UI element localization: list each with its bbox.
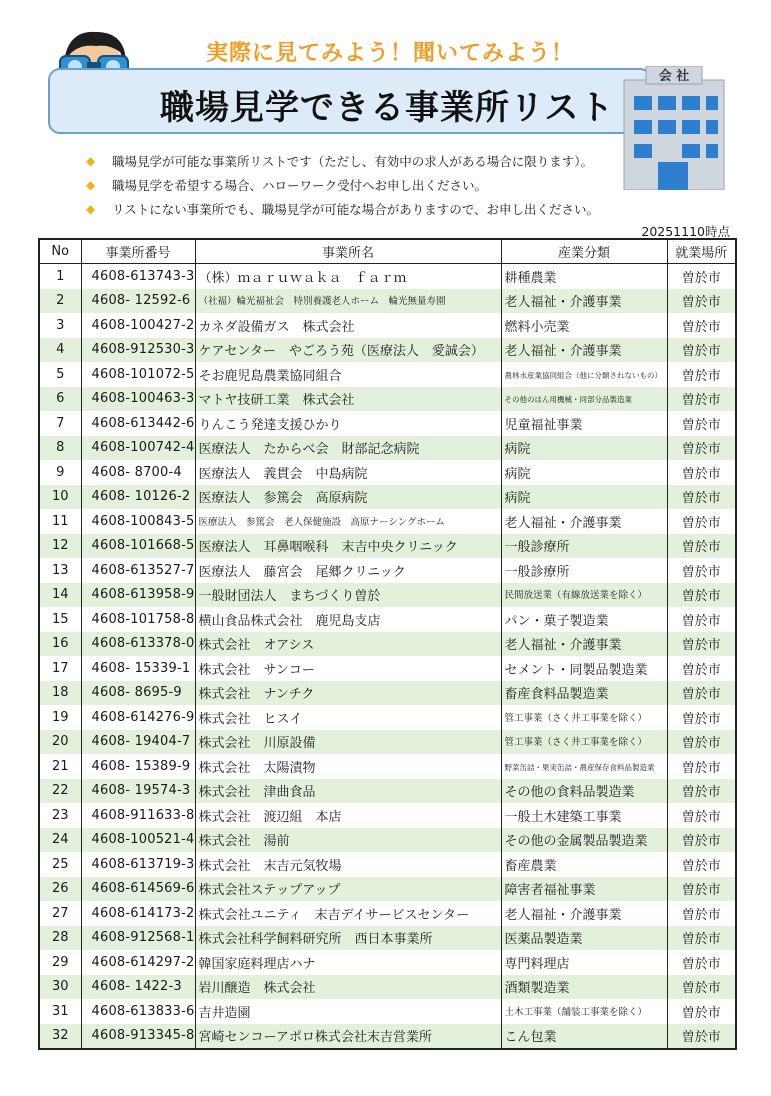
cell-location: 曽於市	[667, 852, 736, 877]
table-header-row	[39, 239, 736, 264]
cell-industry: セメント・同製品製造業	[501, 656, 667, 681]
cell-business-name: （株）ｍａｒｕｗａｋａ ｆａｒｍ	[195, 264, 501, 289]
cell-no: 22	[39, 779, 81, 804]
cell-business-number: 4608-614276-9	[81, 705, 195, 730]
cell-location: 曽於市	[667, 485, 736, 510]
cell-industry: 老人福祉・介護事業	[501, 901, 667, 926]
cell-business-name: 医療法人 藤宮会 尾郷クリニック	[195, 558, 501, 583]
cell-business-name: 宮崎センコーアポロ株式会社末吉営業所	[195, 1024, 501, 1050]
cell-business-name: そお鹿児島農業協同組合	[195, 362, 501, 387]
cell-industry: 病院	[501, 436, 667, 461]
cell-industry: 管工事業（さく井工事業を除く）	[501, 730, 667, 755]
cell-business-number: 4608- 19574-3	[81, 779, 195, 804]
cell-location: 曽於市	[667, 681, 736, 706]
cell-no: 20	[39, 730, 81, 755]
cell-industry: 障害者福祉事業	[501, 877, 667, 902]
cell-business-number: 4608-100463-3	[81, 387, 195, 412]
col-header-name: 事業所名	[195, 239, 501, 264]
cell-no: 10	[39, 485, 81, 510]
cell-business-number: 4608- 15339-1	[81, 656, 195, 681]
note-item: ◆ 職場見学を希望する場合、ハローワーク受付へお申し出ください。	[86, 178, 488, 193]
cell-industry: その他の金属製品製造業	[501, 828, 667, 853]
table-row	[39, 950, 736, 975]
cell-location: 曽於市	[667, 705, 736, 730]
cell-industry: 老人福祉・介護事業	[501, 289, 667, 314]
table-row	[39, 705, 736, 730]
table-row	[39, 387, 736, 412]
cell-no: 30	[39, 975, 81, 1000]
cell-location: 曽於市	[667, 901, 736, 926]
cell-industry: 畜産農業	[501, 852, 667, 877]
cell-no: 18	[39, 681, 81, 706]
cell-business-name: 医療法人 たからべ会 財部記念病院	[195, 436, 501, 461]
cell-business-name: 株式会社 川原設備	[195, 730, 501, 755]
cell-no: 28	[39, 926, 81, 951]
header-subtitle: 実際に見てみよう！聞いてみよう！	[205, 41, 574, 66]
table-row	[39, 999, 736, 1024]
cell-industry: 一般診療所	[501, 534, 667, 559]
table-row	[39, 264, 736, 289]
cell-business-number: 4608-100742-4	[81, 436, 195, 461]
cell-business-name: ケアセンター やごろう苑（医療法人 愛誠会）	[195, 338, 501, 363]
cell-industry: 管工事業（さく井工事業を除く）	[501, 705, 667, 730]
cell-location: 曽於市	[667, 730, 736, 755]
page-header	[0, 0, 771, 160]
cell-business-number: 4608-613833-6	[81, 999, 195, 1024]
cell-business-name: 一般財団法人 まちづくり曽於	[195, 583, 501, 608]
cell-business-number: 4608- 10126-2	[81, 485, 195, 510]
cell-no: 21	[39, 754, 81, 779]
cell-location: 曽於市	[667, 436, 736, 461]
cell-no: 14	[39, 583, 81, 608]
cell-business-name: 株式会社 末吉元気牧場	[195, 852, 501, 877]
cell-location: 曽於市	[667, 632, 736, 657]
table-row	[39, 632, 736, 657]
cell-industry: 病院	[501, 460, 667, 485]
table-row	[39, 509, 736, 534]
cell-business-name: 医療法人 義貫会 中島病院	[195, 460, 501, 485]
table-row	[39, 436, 736, 461]
cell-no: 31	[39, 999, 81, 1024]
cell-business-number: 4608-613719-3	[81, 852, 195, 877]
cell-no: 15	[39, 607, 81, 632]
cell-industry: 老人福祉・介護事業	[501, 509, 667, 534]
cell-no: 12	[39, 534, 81, 559]
cell-location: 曽於市	[667, 803, 736, 828]
cell-no: 25	[39, 852, 81, 877]
cell-location: 曽於市	[667, 460, 736, 485]
cell-no: 11	[39, 509, 81, 534]
cell-location: 曽於市	[667, 313, 736, 338]
cell-location: 曽於市	[667, 583, 736, 608]
cell-industry: 医薬品製造業	[501, 926, 667, 951]
cell-location: 曽於市	[667, 509, 736, 534]
table-row	[39, 803, 736, 828]
cell-no: 9	[39, 460, 81, 485]
cell-location: 曽於市	[667, 558, 736, 583]
cell-business-number: 4608-613527-7	[81, 558, 195, 583]
table-row	[39, 828, 736, 853]
cell-business-name: 横山食品株式会社 鹿児島支店	[195, 607, 501, 632]
building-sign: 会 社	[658, 69, 690, 84]
cell-industry: 農林水産業協同組合（他に分類されないもの）	[501, 362, 667, 387]
cell-industry: その他のはん用機械・同部分品製造業	[501, 387, 667, 412]
cell-location: 曽於市	[667, 607, 736, 632]
cell-location: 曽於市	[667, 534, 736, 559]
table-row	[39, 656, 736, 681]
cell-no: 5	[39, 362, 81, 387]
cell-location: 曽於市	[667, 338, 736, 363]
cell-business-name: 医療法人 耳鼻咽喉科 末吉中央クリニック	[195, 534, 501, 559]
diamond-bullet-icon: ◆	[86, 202, 96, 216]
cell-business-number: 4608-613958-9	[81, 583, 195, 608]
cell-business-name: マトヤ技研工業 株式会社	[195, 387, 501, 412]
cell-location: 曽於市	[667, 1024, 736, 1050]
cell-business-name: 株式会社ユニティ 末吉デイサービスセンター	[195, 901, 501, 926]
cell-industry: 病院	[501, 485, 667, 510]
cell-location: 曽於市	[667, 264, 736, 289]
table-row	[39, 779, 736, 804]
cell-business-name: カネダ設備ガス 株式会社	[195, 313, 501, 338]
cell-business-number: 4608-614297-2	[81, 950, 195, 975]
cell-no: 7	[39, 411, 81, 436]
cell-location: 曽於市	[667, 779, 736, 804]
cell-no: 23	[39, 803, 81, 828]
cell-business-number: 4608-613378-0	[81, 632, 195, 657]
as-of-date: 20251110時点	[641, 224, 730, 239]
cell-business-number: 4608-912530-3	[81, 338, 195, 363]
cell-location: 曽於市	[667, 950, 736, 975]
cell-industry: 老人福祉・介護事業	[501, 632, 667, 657]
cell-industry: 野菜缶詰・果実缶詰・農産保存食料品製造業	[501, 754, 667, 779]
cell-business-number: 4608-912568-1	[81, 926, 195, 951]
cell-industry: 耕種農業	[501, 264, 667, 289]
cell-business-name: 株式会社 オアシス	[195, 632, 501, 657]
cell-no: 32	[39, 1024, 81, 1050]
cell-industry: 酒類製造業	[501, 975, 667, 1000]
cell-industry: こん包業	[501, 1024, 667, 1050]
business-list-table	[38, 238, 737, 1050]
col-header-location: 就業場所	[667, 239, 736, 264]
table-row	[39, 926, 736, 951]
table-row	[39, 730, 736, 755]
table-row	[39, 534, 736, 559]
table-row	[39, 338, 736, 363]
cell-industry: パン・菓子製造業	[501, 607, 667, 632]
diamond-bullet-icon: ◆	[86, 178, 96, 192]
cell-business-number: 4608-911633-8	[81, 803, 195, 828]
page-title: 職場見学できる事業所リスト	[160, 88, 615, 128]
cell-no: 26	[39, 877, 81, 902]
table-row	[39, 460, 736, 485]
cell-business-number: 4608-613442-6	[81, 411, 195, 436]
cell-business-number: 4608-101072-5	[81, 362, 195, 387]
cell-business-number: 4608-614569-6	[81, 877, 195, 902]
cell-business-name: 医療法人 参篤会 高原病院	[195, 485, 501, 510]
cell-business-name: 株式会社科学飼料研究所 西日本事業所	[195, 926, 501, 951]
table-row	[39, 607, 736, 632]
cell-business-name: 株式会社 湯前	[195, 828, 501, 853]
cell-industry: 民間放送業（有線放送業を除く）	[501, 583, 667, 608]
cell-no: 16	[39, 632, 81, 657]
cell-industry: 畜産食料品製造業	[501, 681, 667, 706]
cell-business-name: 医療法人 参篤会 老人保健施設 高原ナーシングホーム	[195, 509, 501, 534]
cell-business-number: 4608- 8695-9	[81, 681, 195, 706]
cell-business-number: 4608-614173-2	[81, 901, 195, 926]
table-row	[39, 1024, 736, 1050]
cell-no: 27	[39, 901, 81, 926]
col-header-code: 事業所番号	[81, 239, 195, 264]
cell-industry: 児童福祉事業	[501, 411, 667, 436]
cell-no: 29	[39, 950, 81, 975]
cell-industry: 一般診療所	[501, 558, 667, 583]
cell-location: 曽於市	[667, 411, 736, 436]
cell-business-name: 株式会社 ナンチク	[195, 681, 501, 706]
cell-business-number: 4608- 8700-4	[81, 460, 195, 485]
cell-business-name: 株式会社 渡辺組 本店	[195, 803, 501, 828]
col-header-industry: 産業分類	[501, 239, 667, 264]
cell-business-name: 株式会社ステップアップ	[195, 877, 501, 902]
table-row	[39, 877, 736, 902]
cell-industry: 専門料理店	[501, 950, 667, 975]
cell-industry: 燃料小売業	[501, 313, 667, 338]
cell-location: 曽於市	[667, 362, 736, 387]
cell-industry: その他の食料品製造業	[501, 779, 667, 804]
cell-no: 13	[39, 558, 81, 583]
cell-no: 2	[39, 289, 81, 314]
table-row	[39, 558, 736, 583]
cell-business-name: 株式会社 ヒスイ	[195, 705, 501, 730]
cell-business-number: 4608- 12592-6	[81, 289, 195, 314]
note-item: ◆ リストにない事業所でも、職場見学が可能な場合がありますので、お申し出ください。	[86, 202, 600, 217]
cell-no: 4	[39, 338, 81, 363]
cell-business-number: 4608- 15389-9	[81, 754, 195, 779]
cell-business-number: 4608-100427-2	[81, 313, 195, 338]
table-row	[39, 901, 736, 926]
cell-business-name: （社福）輪光福祉会 特別養護老人ホーム 輪光無量寿園	[195, 289, 501, 314]
table-row	[39, 754, 736, 779]
cell-business-number: 4608- 19404-7	[81, 730, 195, 755]
cell-business-name: 吉井造園	[195, 999, 501, 1024]
cell-location: 曽於市	[667, 656, 736, 681]
table-row	[39, 852, 736, 877]
cell-business-number: 4608-913345-8	[81, 1024, 195, 1050]
cell-business-name: 株式会社 サンコー	[195, 656, 501, 681]
cell-business-name: りんこう発達支援ひかり	[195, 411, 501, 436]
cell-location: 曽於市	[667, 289, 736, 314]
cell-location: 曽於市	[667, 926, 736, 951]
cell-location: 曽於市	[667, 387, 736, 412]
table-row	[39, 411, 736, 436]
cell-business-number: 4608- 1422-3	[81, 975, 195, 1000]
cell-no: 17	[39, 656, 81, 681]
cell-business-name: 岩川醸造 株式会社	[195, 975, 501, 1000]
cell-location: 曽於市	[667, 828, 736, 853]
diamond-bullet-icon: ◆	[86, 154, 96, 168]
table-row	[39, 313, 736, 338]
cell-business-name: 韓国家庭料理店ハナ	[195, 950, 501, 975]
cell-no: 24	[39, 828, 81, 853]
cell-no: 8	[39, 436, 81, 461]
table-row	[39, 681, 736, 706]
cell-location: 曽於市	[667, 754, 736, 779]
cell-no: 3	[39, 313, 81, 338]
cell-business-name: 株式会社 太陽漬物	[195, 754, 501, 779]
table-row	[39, 485, 736, 510]
cell-location: 曽於市	[667, 999, 736, 1024]
cell-industry: 一般土木建築工事業	[501, 803, 667, 828]
cell-business-name: 株式会社 津曲食品	[195, 779, 501, 804]
cell-industry: 土木工事業（舗装工事業を除く）	[501, 999, 667, 1024]
note-item: ◆ 職場見学が可能な事業所リストです（ただし、有効中の求人がある場合に限ります）。	[86, 154, 594, 169]
notes-list	[84, 150, 704, 222]
table-row	[39, 289, 736, 314]
cell-location: 曽於市	[667, 877, 736, 902]
cell-business-number: 4608-100843-5	[81, 509, 195, 534]
cell-no: 19	[39, 705, 81, 730]
cell-business-number: 4608-613743-3	[81, 264, 195, 289]
col-header-no: No	[39, 239, 81, 264]
cell-location: 曽於市	[667, 975, 736, 1000]
cell-business-number: 4608-101758-8	[81, 607, 195, 632]
table-row	[39, 583, 736, 608]
cell-no: 1	[39, 264, 81, 289]
cell-business-number: 4608-100521-4	[81, 828, 195, 853]
cell-industry: 老人福祉・介護事業	[501, 338, 667, 363]
cell-business-number: 4608-101668-5	[81, 534, 195, 559]
table-row	[39, 975, 736, 1000]
cell-no: 6	[39, 387, 81, 412]
table-row	[39, 362, 736, 387]
